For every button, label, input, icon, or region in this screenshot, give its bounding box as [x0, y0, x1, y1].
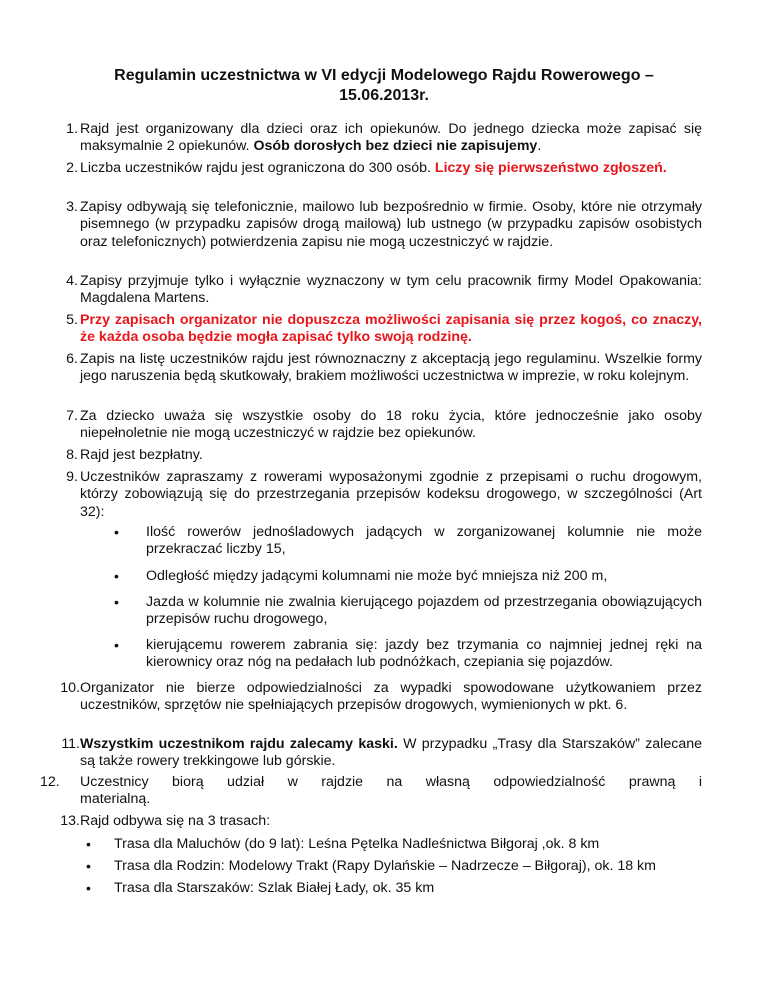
item-text: Rajd odbywa się na 3 trasach:	[80, 813, 271, 829]
rule-item-12	[40, 774, 702, 809]
title-line-1: Regulamin uczestnictwa w VI edycji Modelowego Rajdu Rowerowego –	[114, 67, 654, 84]
route-item-starszakow: Trasa dla Starszaków: Szlak Białej Łady, ok. 35 km	[114, 880, 435, 896]
rule-item-7	[66, 408, 702, 443]
rule-item-6	[66, 351, 702, 386]
rule-item-4	[66, 273, 702, 308]
sub-bullet-item: Ilość rowerów jednośladowych jadących w zorganizowanej kolumnie nie może przekraczać liczby 15,	[146, 524, 702, 558]
item-text-end: .	[537, 138, 542, 155]
item-number: 13.	[60, 813, 80, 829]
item-number: 10.	[60, 680, 80, 696]
rule-item-1	[66, 121, 702, 156]
rule-item-8	[66, 447, 702, 464]
rule-item-10	[60, 680, 702, 715]
item-text: W przypadku „Trasy dla Starszaków” zalecane są także rowery trekkingowe lub górskie.	[80, 736, 702, 770]
item-text: Za dziecko uważa się wszystkie osoby do 18 roku życia, które jednocześnie jako osoby niepełnoletnie nie mogą uczestniczyć w rajdzie bez opiekunów.	[80, 408, 702, 442]
item-number: 9.	[66, 469, 78, 485]
item-number: 11.	[61, 736, 80, 752]
item-text: Uczestników zapraszamy z rowerami wyposażonymi zgodnie z przepisami o ruchu drogowym, którzy zobowiązują się do przestrzegania przepisów kodeksu drogowego, w szczególności (Art 32):	[80, 469, 702, 520]
rule-item-5	[66, 312, 702, 347]
item-number: 3.	[66, 199, 78, 215]
item-number: 8.	[66, 447, 78, 463]
item-text: Organizator nie bierze odpowiedzialności za wypadki spowodowane użytkowaniem przez uczestników, sprzętów nie spełniających przepisów drogowych, wymienionych w pkt. 6.	[80, 680, 702, 714]
item-number: 4.	[66, 273, 78, 289]
item-bold-text: Wszystkim uczestnikom rajdu zalecamy kaski.	[80, 736, 398, 752]
bullet-icon: •	[114, 637, 119, 653]
rule-item-3	[66, 199, 702, 251]
item-number: 6.	[66, 351, 78, 367]
item-red-bold-text: Liczy się pierwszeństwo zgłoszeń.	[434, 160, 667, 176]
bullet-icon: •	[114, 568, 119, 584]
title-line-2: 15.06.2013r.	[339, 87, 429, 104]
bullet-icon: •	[114, 524, 119, 540]
document-title	[60, 66, 708, 106]
item-text: Rajd jest organizowany dla dzieci oraz ich opiekunów. Do jednego dziecka może zapisać się maksymalnie 2 opiekunów.	[80, 121, 702, 155]
item-number: 12.	[40, 774, 60, 790]
bullet-icon: •	[86, 880, 91, 896]
route-item-rodzin: Trasa dla Rodzin: Modelowy Trakt (Rapy Dylańskie – Nadrzecze – Biłgoraj), ok. 18 km	[114, 858, 656, 874]
sub-bullet-item: Odległość między jadącymi kolumnami nie może być mniejsza niż 200 m,	[146, 568, 608, 584]
sub-bullet-item: kierującemu rowerem zabrania się: jazdy bez trzymania co najmniej jednej ręki na kierownicy oraz nóg na pedałach lub podnóżkach, czepiania się pojazdów.	[146, 637, 702, 671]
bullet-icon: •	[86, 836, 91, 852]
item-bold-text: Osób dorosłych bez dzieci nie zapisujemy	[253, 138, 538, 155]
item-red-bold-text: Przy zapisach organizator nie dopuszcza możliwości zapisania się przez kogoś, co znaczy, że każda osoba będzie mogła zapisać tylko swoją rodzinę.	[80, 312, 702, 346]
item-text: Rajd jest bezpłatny.	[80, 447, 203, 463]
rule-item-9	[66, 469, 702, 521]
item-text: Uczestnicy biorą udział w rajdzie na własną odpowiedzialność prawną i materialną.	[80, 774, 702, 808]
bullet-icon: •	[114, 594, 119, 610]
rule-item-2	[66, 160, 702, 177]
item-text: Zapisy przyjmuje tylko i wyłącznie wyznaczony w tym celu pracownik firmy Model Opakowania: Magdalena Martens.	[80, 273, 702, 307]
item-number: 5.	[66, 312, 78, 328]
item-text: Zapisy odbywają się telefonicznie, mailowo lub bezpośrednio w firmie. Osoby, które nie otrzymały pisemnego (w przypadku zapisów drogą mailową) lub ustnego (w przypadku zapisów osobistych oraz telefonicznych) potwierdzenia zapisu nie mogą uczestniczyć w rajdzie.	[80, 199, 702, 250]
sub-bullet-item: Jazda w kolumnie nie zwalnia kierującego pojazdem od przestrzegania obowiązujących przepisów ruchu drogowego,	[146, 594, 702, 628]
bullet-icon: •	[86, 858, 91, 874]
route-item-maluchow: Trasa dla Maluchów (do 9 lat): Leśna Pętelka Nadleśnictwa Biłgoraj ,ok. 8 km	[114, 836, 600, 852]
rule-item-13	[60, 813, 702, 830]
item-text: Zapis na listę uczestników rajdu jest równoznaczny z akceptacją jego regulaminu. Wszelkie formy jego naruszenia będą skutkowały, brakiem możliwości uczestnictwa w imprezie, w roku kolejnym.	[80, 351, 702, 385]
rule-item-11	[61, 736, 702, 771]
item-number: 1.	[66, 121, 78, 137]
item-number: 2.	[66, 160, 78, 176]
item-number: 7.	[66, 408, 78, 424]
item-text: Liczba uczestników rajdu jest ograniczona do 300 osób.	[80, 160, 435, 176]
